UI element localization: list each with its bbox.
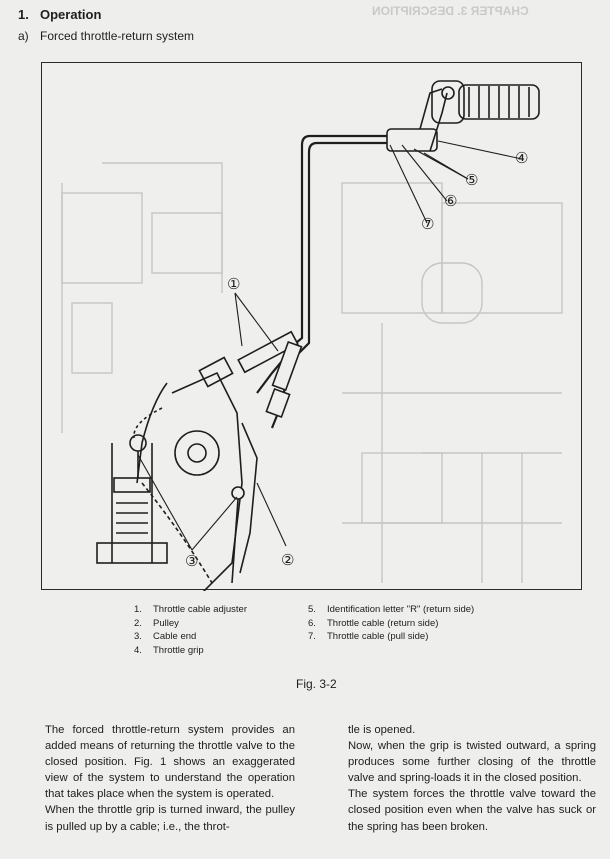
callout-6: ⑥	[444, 192, 458, 210]
legend-text: Throttle cable (return side)	[327, 617, 439, 629]
callout-7: ⑦	[421, 215, 435, 233]
legend-item	[134, 603, 247, 617]
legend-text: Pulley	[153, 617, 179, 629]
subsection-heading	[18, 29, 194, 43]
legend-number: 1.	[134, 604, 142, 615]
legend-text: Cable end	[153, 631, 197, 642]
legend-text: Throttle cable (pull side)	[327, 631, 429, 642]
legend-number: 2.	[134, 617, 142, 629]
body-paragraph: tle is opened.	[348, 724, 416, 736]
throttle-grip-assembly	[387, 81, 539, 151]
legend-number: 3.	[134, 631, 142, 642]
figure-caption: Fig. 3-2	[296, 677, 337, 691]
legend-number: 6.	[308, 617, 316, 629]
body-column-right	[348, 722, 596, 835]
legend-text: Throttle cable adjuster	[153, 604, 247, 615]
callout-4: ④	[515, 149, 529, 167]
legend-item	[134, 630, 247, 644]
legend-item	[308, 630, 474, 644]
body-paragraph: The system forces the throttle valve toward the closed position even when the valve has suck or the spring has been broken.	[348, 788, 596, 833]
legend-number: 7.	[308, 631, 316, 642]
legend-right	[308, 603, 474, 644]
legend-item	[134, 617, 247, 631]
show-through-header: CHAPTER 3. DESCRIPTION	[372, 4, 529, 18]
legend-text: Throttle grip	[153, 644, 204, 656]
engine-outline	[62, 163, 562, 583]
subsection-title: Forced throttle-return system	[40, 29, 195, 43]
legend-left	[134, 603, 247, 657]
legend-item	[308, 617, 474, 631]
throttle-diagram	[42, 63, 583, 591]
callout-3: ③	[185, 552, 199, 570]
callout-5: ⑤	[465, 171, 479, 189]
legend-number: 4.	[134, 644, 142, 656]
body-paragraph: Now, when the grip is twisted outward, a spring produces some further closing of the throttle valve and spring-loads it in the closed position.	[348, 740, 596, 785]
body-paragraph: The forced throttle-return system provides an added means of returning the throttle valve to the closed position. Fig. 1 shows an exaggerated view of the system to understand the operation that takes place when the system is operated.	[45, 724, 295, 801]
section-number: 1.	[18, 7, 29, 22]
legend-text: Identification letter "R" (return side)	[327, 604, 475, 615]
pulley-linkage	[97, 373, 257, 591]
subsection-label: a)	[18, 29, 29, 43]
figure-frame	[41, 62, 582, 590]
section-heading	[18, 7, 101, 22]
body-column-left	[45, 722, 295, 835]
section-title: Operation	[40, 7, 102, 22]
legend-number: 5.	[308, 604, 316, 615]
callout-1: ①	[227, 275, 241, 293]
callout-2: ②	[281, 551, 295, 569]
legend-item	[134, 644, 247, 658]
legend-item	[308, 603, 474, 617]
body-paragraph: When the throttle grip is turned inward, the pulley is pulled up by a cable; i.e., the throt-	[45, 804, 295, 833]
